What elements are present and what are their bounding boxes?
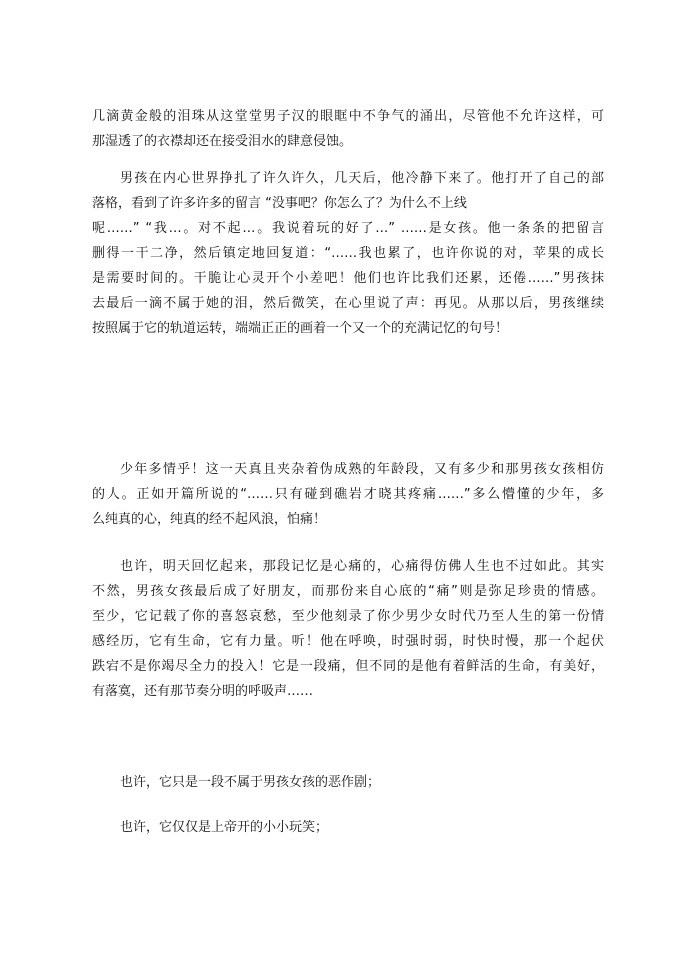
text-line: 也许，它仅仅是上帝开的小小玩笑； (120, 820, 329, 835)
text-line: 有落寞，还有那节奏分明的呼吸声…… (92, 684, 314, 699)
text-line: 少年多情乎！这一天真且夹杂着伪成熟的年龄段，又有多少和那男孩女孩相仿 (120, 462, 604, 477)
text-line: 不然，男孩女孩最后成了好朋友，而那份来自心底的“痛”则是弥足珍贵的情感。 (92, 584, 604, 599)
paragraph (92, 770, 604, 795)
paragraph (92, 815, 604, 840)
text-line: 几滴黄金般的泪珠从这堂堂男子汉的眼眶中不争气的涌出，尽管他不允许这样，可 (92, 109, 604, 124)
paragraph (92, 554, 604, 704)
paragraph (92, 104, 604, 154)
text-line: 落格，看到了许多许多的留言 “没事吧？你怎么了？为什么不上线 (92, 196, 467, 211)
text-line: 删得一干二净，然后镇定地回复道：“……我也累了，也许你说的对，苹果的成长 (92, 246, 604, 261)
text-line: 的人。正如开篇所说的“……只有碰到礁岩才晓其疼痛……”多么懵懂的少年，多 (92, 487, 604, 502)
text-line: 男孩在内心世界挣扎了许久许久，几天后，他冷静下来了。他打开了自己的部 (120, 171, 604, 186)
text-line: 也许，它只是一段不属于男孩女孩的恶作剧； (120, 775, 381, 790)
text-line: 那湿透了的衣襟却还在接受泪水的肆意侵蚀。 (92, 134, 353, 149)
text-line: 感经历，它有生命，它有力量。听！他在呼唤，时强时弱，时快时慢，那一个起伏 (92, 634, 604, 649)
text-line: 也许，明天回忆起来，那段记忆是心痛的，心痛得仿佛人生也不过如此。其实 (120, 559, 604, 574)
paragraph (92, 457, 604, 532)
text-line: 呢……” “我…。对不起…。我说着玩的好了…” ……是女孩。他一条条的把留言 (92, 221, 604, 236)
text-line: 是需要时间的。干脆让心灵开个小差吧！他们也许比我们还累，还倦……”男孩抹 (92, 271, 604, 286)
text-line: 至少，它记载了你的喜怒哀愁，至少他刻录了你少男少女时代乃至人生的第一份情 (92, 609, 604, 624)
paragraph (92, 166, 604, 341)
text-line: 去最后一滴不属于她的泪，然后微笑，在心里说了声：再见。从那以后，男孩继续 (92, 296, 604, 311)
text-line: 按照属于它的轨道运转，端端正正的画着一个又一个的充满记忆的句号！ (92, 321, 509, 336)
text-line: 跌宕不是你竭尽全力的投入！它是一段痛，但不同的是他有着鲜活的生命，有美好， (92, 659, 604, 674)
text-line: 么纯真的心，纯真的经不起风浪，怕痛！ (92, 512, 327, 527)
